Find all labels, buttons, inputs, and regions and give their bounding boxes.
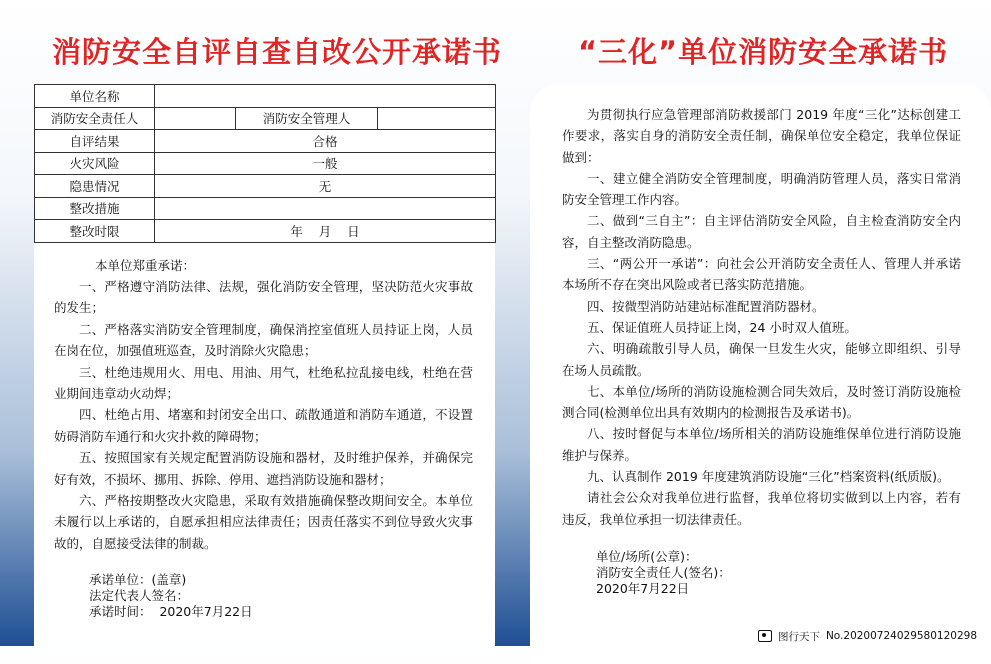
row-label: 自评结果 [35,130,155,153]
table-row [35,175,496,198]
commitment-paragraph: 八、按时督促与本单位/场所相关的消防设施维保单位进行消防设施维护与保养。 [562,426,961,463]
commitment-paragraph: 三、“两公开一承诺”：向社会公开消防安全责任人、管理人并承诺本场所不存在突出风险或者已落实防范措施。 [562,256,961,293]
commitment-paragraph: 四、按微型消防站建站标准配置消防器材。 [587,298,825,314]
table-row [35,220,496,243]
table-row [35,197,496,220]
sign-date: 2020年7月22日 [596,580,690,596]
commitment-paragraph: 七、本单位/场所的消防设施检测合同失效后，及时签订消防设施检测合同(检测单位出具有效期内的检测报告及承诺书)。 [562,383,961,421]
row-value [155,197,496,220]
footer-brand: 图行天下 [777,630,820,643]
commitment-paragraph: 五、保证值班人员持证上岗，24 小时双人值班。 [587,319,857,335]
promise-intro: 本单位郑重承诺： [95,257,196,273]
promise-text [34,243,495,555]
table-row [35,130,496,153]
table-row [35,107,496,130]
commitment-paragraph: 为贯彻执行应急管理部消防救援部门 2019 年度“三化”达标创建工作要求，落实自身的消防安全责任制，确保单位安全稳定，我单位保证做到： [562,107,961,165]
right-title: “三化”单位消防安全承诺书 [578,35,949,69]
logo-icon [758,630,772,642]
info-table [34,84,496,243]
row-label: 整改时限 [35,220,155,243]
sign-unit: 承诺单位：(盖章) [89,572,187,588]
manager-value [378,107,496,130]
commitment-paragraph: 二、做到“三自主”：自主评估消防安全风险，自主检查消防安全内容，自主整改消防隐患。 [562,213,961,250]
promise-paragraph: 三、杜绝违规用火、用电、用油、用气，杜绝私拉乱接电线，杜绝在营业期间违章动火动焊； [54,364,473,401]
row-label: 隐患情况 [35,175,155,198]
row-label: 整改措施 [35,197,155,220]
promise-paragraph: 一、严格遵守消防法律、法规，强化消防安全管理，坚决防范火灾事故的发生； [54,278,473,316]
row-value: 一般 [155,152,496,175]
left-title: 消防安全自评自查自改公开承诺书 [52,35,503,69]
responsible-value [155,107,236,130]
row-label: 火灾风险 [35,152,155,175]
left-signature [34,554,495,620]
promise-paragraph: 四、杜绝占用、堵塞和封闭安全出口、疏散通道和消防车通道，不设置妨碍消防车通行和火灾扑救的障碍物； [54,407,473,444]
right-signature [562,530,961,597]
sign-legal-rep: 法定代表人签名： [89,588,190,604]
commitment-text [562,104,961,530]
commitment-paragraph: 请社会公众对我单位进行监督，我单位将切实做到以上内容，若有违反，我单位承担一切法律责任。 [562,490,961,527]
table-row [35,152,496,175]
table-row [35,85,496,108]
sign-responsible: 消防安全责任人(签名)： [596,564,731,580]
self-check-commitment-panel [34,84,495,646]
commitment-paragraph: 一、建立健全消防安全管理制度，明确消防管理人员，落实日常消防安全管理工作内容。 [562,170,961,208]
promise-paragraph: 五、按照国家有关规定配置消防设施和器材，及时维护保养，并确保完好有效，不损坏、挪用、拆除、停用、遮挡消防设施和器材； [54,450,473,487]
unit-name-value [155,85,496,108]
row-value: 无 [155,175,496,198]
responsible-label: 消防安全责任人 [35,107,155,130]
promise-paragraph: 二、严格落实消防安全管理制度，确保消控室值班人员持证上岗，人员在岗在位，加强值班巡查，及时消除火灾隐患； [54,321,473,359]
sign-unit: 单位/场所(公章)： [596,548,698,564]
unit-name-label: 单位名称 [35,85,155,108]
commitment-paragraph: 六、明确疏散引导人员，确保一旦发生火灾，能够立即组织、引导在场人员疏散。 [562,341,961,378]
row-value: 年 月 日 [155,220,496,243]
watermark-footer [754,628,981,644]
three-standard-commitment-panel [530,84,991,664]
manager-label: 消防安全管理人 [236,107,378,130]
commitment-paragraph: 九、认真制作 2019 年度建筑消防设施“三化”档案资料(纸质版)。 [587,469,950,485]
footer-number: No.20200724029580120298 [825,630,977,642]
promise-paragraph: 六、严格按期整改火灾隐患，采取有效措施确保整改期间安全。本单位未履行以上承诺的，自愿承担相应法律责任；因责任落实不到位导致火灾事故的，自愿接受法律的制裁。 [54,492,473,551]
sign-date: 承诺时间： 2020年7月22日 [89,604,253,620]
row-value: 合格 [155,130,496,153]
